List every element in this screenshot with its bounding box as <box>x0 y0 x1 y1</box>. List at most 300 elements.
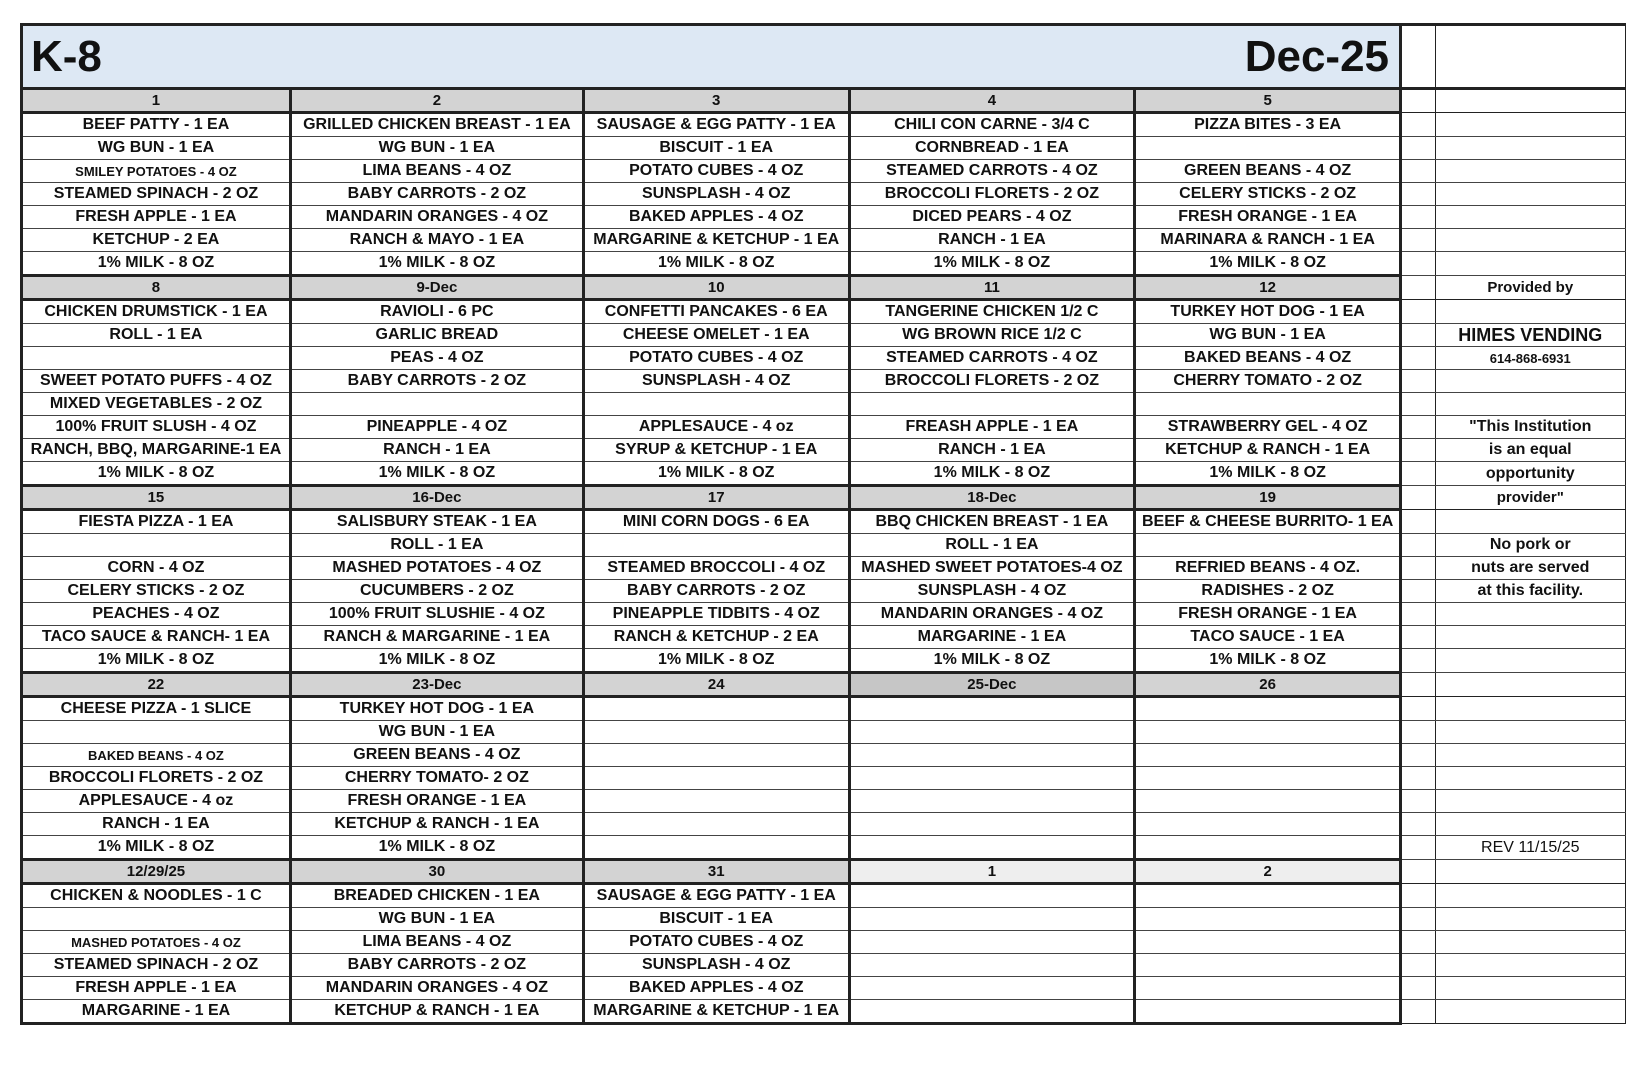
menu-item-cell: ROLL - 1 EA <box>290 534 583 557</box>
sidebar-cell <box>1435 160 1625 183</box>
menu-item-cell <box>1135 744 1401 767</box>
menu-item-cell: 1% MILK - 8 OZ <box>22 836 291 860</box>
sidebar-spacer-cell <box>1401 113 1436 137</box>
menu-item-cell: MASHED POTATOES - 4 OZ <box>290 557 583 580</box>
menu-item-cell <box>583 393 849 416</box>
menu-item-cell: CHEESE OMELET - 1 EA <box>583 324 849 347</box>
menu-item-cell: CHERRY TOMATO - 2 OZ <box>1135 370 1401 393</box>
sidebar-equal-line3: opportunity <box>1435 462 1625 486</box>
menu-item-cell <box>849 977 1135 1000</box>
menu-item-cell: ROLL - 1 EA <box>22 324 291 347</box>
menu-item-cell <box>849 908 1135 931</box>
sidebar-spacer-cell <box>1401 884 1436 908</box>
sidebar-cell <box>1435 603 1625 626</box>
menu-item-cell <box>583 836 849 860</box>
day-header: 5 <box>1135 89 1401 113</box>
day-header: 26 <box>1135 673 1401 697</box>
menu-item-cell: FIESTA PIZZA - 1 EA <box>22 510 291 534</box>
day-header: 3 <box>583 89 849 113</box>
menu-item-row <box>22 1000 1626 1024</box>
sidebar-spacer-cell <box>1401 954 1436 977</box>
menu-item-cell: BROCCOLI FLORETS - 2 OZ <box>849 370 1135 393</box>
menu-item-cell: GRILLED CHICKEN BREAST - 1 EA <box>290 113 583 137</box>
sidebar-cell <box>1435 252 1625 276</box>
menu-item-cell <box>583 767 849 790</box>
menu-item-cell: 1% MILK - 8 OZ <box>1135 462 1401 486</box>
day-header: 18-Dec <box>849 486 1135 510</box>
menu-item-cell: STEAMED CARROTS - 4 OZ <box>849 160 1135 183</box>
day-header: 1 <box>22 89 291 113</box>
menu-item-cell <box>22 534 291 557</box>
menu-item-cell <box>583 697 849 721</box>
menu-item-row <box>22 229 1626 252</box>
menu-item-cell: MANDARIN ORANGES - 4 OZ <box>290 206 583 229</box>
menu-item-cell: WG BUN - 1 EA <box>22 137 291 160</box>
menu-item-cell <box>849 721 1135 744</box>
menu-item-cell: SUNSPLASH - 4 OZ <box>583 954 849 977</box>
sidebar-cell <box>1435 954 1625 977</box>
menu-item-cell: PINEAPPLE TIDBITS - 4 OZ <box>583 603 849 626</box>
sidebar-spacer-cell <box>1401 206 1436 229</box>
sidebar-spacer-cell <box>1401 673 1436 697</box>
sidebar-spacer-cell <box>1401 767 1436 790</box>
menu-item-cell: DICED PEARS - 4 OZ <box>849 206 1135 229</box>
menu-item-cell <box>1135 534 1401 557</box>
menu-item-cell <box>849 836 1135 860</box>
sidebar-spacer-cell <box>1401 252 1436 276</box>
menu-item-cell: BROCCOLI FLORETS - 2 OZ <box>22 767 291 790</box>
day-header: 19 <box>1135 486 1401 510</box>
menu-item-cell: STEAMED SPINACH - 2 OZ <box>22 954 291 977</box>
sidebar-cell <box>1435 977 1625 1000</box>
day-header: 17 <box>583 486 849 510</box>
menu-item-cell <box>1135 836 1401 860</box>
menu-item-row <box>22 347 1626 370</box>
day-header: 8 <box>22 276 291 300</box>
menu-item-cell: SALISBURY STEAK - 1 EA <box>290 510 583 534</box>
menu-item-cell: BISCUIT - 1 EA <box>583 908 849 931</box>
menu-item-cell <box>583 790 849 813</box>
menu-item-row <box>22 183 1626 206</box>
day-header: 30 <box>290 860 583 884</box>
menu-item-cell: MARGARINE - 1 EA <box>22 1000 291 1024</box>
menu-item-row <box>22 393 1626 416</box>
menu-item-cell: WG BROWN RICE 1/2 C <box>849 324 1135 347</box>
sidebar-spacer-cell <box>1401 626 1436 649</box>
menu-item-cell: SUNSPLASH - 4 OZ <box>849 580 1135 603</box>
menu-item-cell: SAUSAGE & EGG PATTY - 1 EA <box>583 884 849 908</box>
menu-item-row <box>22 908 1626 931</box>
menu-item-cell: POTATO CUBES - 4 OZ <box>583 347 849 370</box>
menu-item-cell: FRESH APPLE - 1 EA <box>22 206 291 229</box>
day-header: 16-Dec <box>290 486 583 510</box>
menu-item-cell: CELERY STICKS - 2 OZ <box>22 580 291 603</box>
menu-item-cell: 100% FRUIT SLUSHIE - 4 OZ <box>290 603 583 626</box>
menu-item-cell: WG BUN - 1 EA <box>290 721 583 744</box>
menu-item-cell: MASHED POTATOES - 4 OZ <box>22 931 291 954</box>
menu-item-row <box>22 324 1626 347</box>
sidebar-spacer-cell <box>1401 229 1436 252</box>
menu-item-cell <box>22 347 291 370</box>
sidebar-spacer-cell <box>1401 347 1436 370</box>
menu-item-cell: SYRUP & KETCHUP - 1 EA <box>583 439 849 462</box>
menu-item-cell <box>1135 721 1401 744</box>
day-header: 24 <box>583 673 849 697</box>
menu-item-cell: FRESH ORANGE - 1 EA <box>1135 206 1401 229</box>
menu-item-cell <box>1135 977 1401 1000</box>
sidebar-pork-line2: nuts are served <box>1435 557 1625 580</box>
day-header: 4 <box>849 89 1135 113</box>
sidebar-spacer-cell <box>1401 557 1436 580</box>
menu-item-cell <box>849 813 1135 836</box>
menu-item-cell: MARGARINE - 1 EA <box>849 626 1135 649</box>
menu-item-cell: TURKEY HOT DOG - 1 EA <box>290 697 583 721</box>
menu-item-cell: 1% MILK - 8 OZ <box>849 252 1135 276</box>
sidebar-spacer-cell <box>1401 276 1436 300</box>
menu-item-cell: LIMA BEANS - 4 OZ <box>290 931 583 954</box>
menu-item-cell: BEEF PATTY - 1 EA <box>22 113 291 137</box>
menu-item-cell: SAUSAGE & EGG PATTY - 1 EA <box>583 113 849 137</box>
sidebar-spacer-cell <box>1401 860 1436 884</box>
sidebar-equal-line1: "This Institution <box>1435 416 1625 439</box>
menu-item-cell <box>849 393 1135 416</box>
sidebar-cell <box>1435 767 1625 790</box>
week-header-row <box>22 673 1626 697</box>
menu-item-cell: FREASH APPLE - 1 EA <box>849 416 1135 439</box>
day-header: 25-Dec <box>849 673 1135 697</box>
menu-item-cell <box>1135 908 1401 931</box>
sidebar-spacer-cell <box>1401 300 1436 324</box>
menu-item-cell: 1% MILK - 8 OZ <box>583 649 849 673</box>
day-header: 12 <box>1135 276 1401 300</box>
menu-item-cell <box>849 790 1135 813</box>
menu-item-row <box>22 439 1626 462</box>
menu-item-cell: APPLESAUCE - 4 oz <box>22 790 291 813</box>
day-header: 23-Dec <box>290 673 583 697</box>
menu-item-cell: CHICKEN DRUMSTICK - 1 EA <box>22 300 291 324</box>
menu-item-cell: REFRIED BEANS - 4 OZ. <box>1135 557 1401 580</box>
sidebar-cell <box>1435 1000 1625 1024</box>
sidebar-spacer-cell <box>1401 25 1436 89</box>
sidebar-spacer-cell <box>1401 931 1436 954</box>
sidebar-cell <box>1435 673 1625 697</box>
sidebar-spacer-cell <box>1401 603 1436 626</box>
sidebar-cell <box>1435 884 1625 908</box>
menu-item-cell: SMILEY POTATOES - 4 OZ <box>22 160 291 183</box>
menu-item-row <box>22 954 1626 977</box>
menu-item-cell: MARINARA & RANCH - 1 EA <box>1135 229 1401 252</box>
menu-item-cell: 1% MILK - 8 OZ <box>290 252 583 276</box>
sidebar-cell <box>1435 744 1625 767</box>
menu-item-cell: RANCH, BBQ, MARGARINE-1 EA <box>22 439 291 462</box>
menu-item-row <box>22 416 1626 439</box>
menu-item-row <box>22 300 1626 324</box>
grade-level-title: K-8 <box>31 31 102 81</box>
menu-item-cell: TACO SAUCE & RANCH- 1 EA <box>22 626 291 649</box>
menu-item-cell <box>1135 884 1401 908</box>
title-row <box>22 25 1626 89</box>
menu-item-cell <box>1135 790 1401 813</box>
menu-item-cell: BABY CARROTS - 2 OZ <box>290 183 583 206</box>
menu-item-cell: CHICKEN & NOODLES - 1 C <box>22 884 291 908</box>
day-header: 31 <box>583 860 849 884</box>
menu-item-cell: CORNBREAD - 1 EA <box>849 137 1135 160</box>
sidebar-spacer-cell <box>1401 908 1436 931</box>
sidebar-spacer-cell <box>1401 416 1436 439</box>
menu-item-cell <box>583 813 849 836</box>
sidebar-phone: 614-868-6931 <box>1435 347 1625 370</box>
day-header: 12/29/25 <box>22 860 291 884</box>
sidebar-equal-line2: is an equal <box>1435 439 1625 462</box>
sidebar-spacer-cell <box>1401 534 1436 557</box>
menu-item-cell: KETCHUP & RANCH - 1 EA <box>1135 439 1401 462</box>
sidebar-cell <box>1435 721 1625 744</box>
menu-item-cell: CHEESE PIZZA - 1 SLICE <box>22 697 291 721</box>
menu-item-cell <box>849 697 1135 721</box>
menu-item-cell: STEAMED BROCCOLI - 4 OZ <box>583 557 849 580</box>
menu-item-row <box>22 721 1626 744</box>
menu-item-cell: MASHED SWEET POTATOES-4 OZ <box>849 557 1135 580</box>
menu-item-cell: RADISHES - 2 OZ <box>1135 580 1401 603</box>
sidebar-spacer-cell <box>1401 744 1436 767</box>
menu-item-cell: PIZZA BITES - 3 EA <box>1135 113 1401 137</box>
menu-item-cell: PINEAPPLE - 4 OZ <box>290 416 583 439</box>
menu-item-row <box>22 462 1626 486</box>
menu-item-cell: 1% MILK - 8 OZ <box>22 462 291 486</box>
menu-item-cell: BABY CARROTS - 2 OZ <box>583 580 849 603</box>
menu-item-cell: TACO SAUCE - 1 EA <box>1135 626 1401 649</box>
menu-item-row <box>22 603 1626 626</box>
sidebar-cell <box>1435 393 1625 416</box>
menu-item-cell <box>1135 813 1401 836</box>
menu-item-cell: BABY CARROTS - 2 OZ <box>290 954 583 977</box>
menu-item-cell: 1% MILK - 8 OZ <box>22 649 291 673</box>
menu-item-cell: MIXED VEGETABLES - 2 OZ <box>22 393 291 416</box>
menu-item-cell: MANDARIN ORANGES - 4 OZ <box>849 603 1135 626</box>
menu-item-cell: SUNSPLASH - 4 OZ <box>583 370 849 393</box>
menu-item-cell: 1% MILK - 8 OZ <box>1135 252 1401 276</box>
sidebar-provided-by: Provided by <box>1435 276 1625 300</box>
menu-item-cell: STEAMED SPINACH - 2 OZ <box>22 183 291 206</box>
menu-item-cell: 1% MILK - 8 OZ <box>290 836 583 860</box>
menu-item-cell: 1% MILK - 8 OZ <box>22 252 291 276</box>
menu-item-cell <box>290 393 583 416</box>
sidebar-cell <box>1435 229 1625 252</box>
menu-item-row <box>22 113 1626 137</box>
menu-item-row <box>22 790 1626 813</box>
sidebar-spacer-cell <box>1401 370 1436 393</box>
menu-item-cell: BROCCOLI FLORETS - 2 OZ <box>849 183 1135 206</box>
sidebar-spacer-cell <box>1401 580 1436 603</box>
menu-item-row <box>22 836 1626 860</box>
week-header-row <box>22 860 1626 884</box>
menu-item-cell: RANCH & MAYO - 1 EA <box>290 229 583 252</box>
sidebar-spacer-cell <box>1401 393 1436 416</box>
menu-item-cell: MANDARIN ORANGES - 4 OZ <box>290 977 583 1000</box>
menu-item-cell <box>849 931 1135 954</box>
menu-item-cell: CONFETTI PANCAKES - 6 EA <box>583 300 849 324</box>
menu-item-cell <box>1135 767 1401 790</box>
menu-item-row <box>22 697 1626 721</box>
menu-item-cell: STRAWBERRY GEL - 4 OZ <box>1135 416 1401 439</box>
day-header: 2 <box>290 89 583 113</box>
menu-item-cell <box>849 884 1135 908</box>
menu-item-row <box>22 510 1626 534</box>
menu-item-cell: RANCH - 1 EA <box>22 813 291 836</box>
menu-item-cell: RANCH - 1 EA <box>290 439 583 462</box>
menu-item-cell: ROLL - 1 EA <box>849 534 1135 557</box>
sidebar-revision: REV 11/15/25 <box>1435 836 1625 860</box>
menu-item-cell <box>1135 393 1401 416</box>
menu-item-cell <box>849 954 1135 977</box>
menu-item-cell: MARGARINE & KETCHUP - 1 EA <box>583 1000 849 1024</box>
menu-item-cell: BAKED BEANS - 4 OZ <box>22 744 291 767</box>
menu-item-cell: MINI CORN DOGS - 6 EA <box>583 510 849 534</box>
sidebar-cell <box>1435 697 1625 721</box>
day-header: 2 <box>1135 860 1401 884</box>
sidebar-spacer-cell <box>1401 462 1436 486</box>
sidebar-spacer-cell <box>1401 89 1436 113</box>
lunch-menu-table <box>20 23 1626 1025</box>
menu-item-cell: GREEN BEANS - 4 OZ <box>1135 160 1401 183</box>
menu-item-cell: 100% FRUIT SLUSH - 4 OZ <box>22 416 291 439</box>
menu-item-cell: GARLIC BREAD <box>290 324 583 347</box>
sidebar-spacer-cell <box>1401 977 1436 1000</box>
menu-item-row <box>22 626 1626 649</box>
menu-item-cell: RAVIOLI - 6 PC <box>290 300 583 324</box>
menu-item-row <box>22 931 1626 954</box>
menu-item-row <box>22 206 1626 229</box>
menu-item-cell: CUCUMBERS - 2 OZ <box>290 580 583 603</box>
menu-item-cell <box>849 1000 1135 1024</box>
menu-item-cell: KETCHUP & RANCH - 1 EA <box>290 1000 583 1024</box>
sidebar-cell <box>1435 25 1625 89</box>
sidebar-spacer-cell <box>1401 813 1436 836</box>
sidebar-cell <box>1435 931 1625 954</box>
menu-item-cell: STEAMED CARROTS - 4 OZ <box>849 347 1135 370</box>
menu-item-row <box>22 767 1626 790</box>
menu-item-row <box>22 744 1626 767</box>
sidebar-spacer-cell <box>1401 790 1436 813</box>
sidebar-spacer-cell <box>1401 324 1436 347</box>
week-header-row <box>22 486 1626 510</box>
menu-item-cell: CHILI CON CARNE - 3/4 C <box>849 113 1135 137</box>
day-header: 11 <box>849 276 1135 300</box>
menu-item-cell <box>1135 954 1401 977</box>
menu-item-cell <box>583 721 849 744</box>
menu-item-cell <box>583 534 849 557</box>
menu-month-title: Dec-25 <box>1244 31 1390 81</box>
menu-item-cell: RANCH - 1 EA <box>849 439 1135 462</box>
menu-item-row <box>22 137 1626 160</box>
menu-item-cell: 1% MILK - 8 OZ <box>849 649 1135 673</box>
sidebar-spacer-cell <box>1401 649 1436 673</box>
day-header: 15 <box>22 486 291 510</box>
sidebar-cell <box>1435 908 1625 931</box>
menu-item-cell: GREEN BEANS - 4 OZ <box>290 744 583 767</box>
menu-item-cell <box>1135 137 1401 160</box>
menu-item-cell: WG BUN - 1 EA <box>290 137 583 160</box>
menu-item-cell: FRESH ORANGE - 1 EA <box>290 790 583 813</box>
sidebar-spacer-cell <box>1401 836 1436 860</box>
menu-item-cell: SUNSPLASH - 4 OZ <box>583 183 849 206</box>
sidebar-cell <box>1435 370 1625 393</box>
sidebar-spacer-cell <box>1401 697 1436 721</box>
menu-item-cell: WG BUN - 1 EA <box>1135 324 1401 347</box>
menu-item-cell: TANGERINE CHICKEN 1/2 C <box>849 300 1135 324</box>
menu-item-cell: BEEF & CHEESE BURRITO- 1 EA <box>1135 510 1401 534</box>
menu-item-cell <box>849 744 1135 767</box>
menu-item-cell: 1% MILK - 8 OZ <box>1135 649 1401 673</box>
menu-item-cell: BISCUIT - 1 EA <box>583 137 849 160</box>
week-header-row <box>22 89 1626 113</box>
sidebar-equal-line4: provider" <box>1435 486 1625 510</box>
day-header: 10 <box>583 276 849 300</box>
menu-item-cell: CORN - 4 OZ <box>22 557 291 580</box>
menu-item-cell: POTATO CUBES - 4 OZ <box>583 160 849 183</box>
menu-item-cell: CHERRY TOMATO- 2 OZ <box>290 767 583 790</box>
menu-item-cell <box>22 721 291 744</box>
menu-item-cell <box>849 767 1135 790</box>
menu-item-cell: PEAS - 4 OZ <box>290 347 583 370</box>
menu-item-row <box>22 580 1626 603</box>
menu-item-cell: MARGARINE & KETCHUP - 1 EA <box>583 229 849 252</box>
menu-title-bar <box>22 25 1401 89</box>
menu-item-cell: RANCH - 1 EA <box>849 229 1135 252</box>
sidebar-spacer-cell <box>1401 439 1436 462</box>
sidebar-pork-line1: No pork or <box>1435 534 1625 557</box>
sidebar-spacer-cell <box>1401 160 1436 183</box>
menu-item-cell: LIMA BEANS - 4 OZ <box>290 160 583 183</box>
menu-item-cell: BAKED APPLES - 4 OZ <box>583 206 849 229</box>
sidebar-cell <box>1435 626 1625 649</box>
menu-item-row <box>22 534 1626 557</box>
menu-item-cell: 1% MILK - 8 OZ <box>583 252 849 276</box>
sidebar-spacer-cell <box>1401 486 1436 510</box>
menu-item-cell: CELERY STICKS - 2 OZ <box>1135 183 1401 206</box>
sidebar-cell <box>1435 183 1625 206</box>
sidebar-cell <box>1435 790 1625 813</box>
menu-item-cell: APPLESAUCE - 4 oz <box>583 416 849 439</box>
menu-item-cell: SWEET POTATO PUFFS - 4 OZ <box>22 370 291 393</box>
menu-item-row <box>22 813 1626 836</box>
day-header: 1 <box>849 860 1135 884</box>
menu-item-cell: 1% MILK - 8 OZ <box>290 462 583 486</box>
menu-item-row <box>22 160 1626 183</box>
menu-item-cell: WG BUN - 1 EA <box>290 908 583 931</box>
sidebar-spacer-cell <box>1401 1000 1436 1024</box>
menu-item-cell: BAKED APPLES - 4 OZ <box>583 977 849 1000</box>
sidebar-cell <box>1435 89 1625 113</box>
menu-item-row <box>22 370 1626 393</box>
menu-item-row <box>22 252 1626 276</box>
menu-item-cell: FRESH ORANGE - 1 EA <box>1135 603 1401 626</box>
sidebar-spacer-cell <box>1401 510 1436 534</box>
menu-item-cell: 1% MILK - 8 OZ <box>290 649 583 673</box>
menu-item-cell: 1% MILK - 8 OZ <box>849 462 1135 486</box>
menu-item-row <box>22 649 1626 673</box>
menu-item-cell: 1% MILK - 8 OZ <box>583 462 849 486</box>
sidebar-cell <box>1435 860 1625 884</box>
menu-item-cell: RANCH & MARGARINE - 1 EA <box>290 626 583 649</box>
menu-item-cell <box>1135 1000 1401 1024</box>
menu-item-row <box>22 977 1626 1000</box>
menu-item-cell: KETCHUP - 2 EA <box>22 229 291 252</box>
sidebar-cell <box>1435 813 1625 836</box>
sidebar-cell <box>1435 300 1625 324</box>
menu-item-cell <box>1135 697 1401 721</box>
menu-item-cell <box>1135 931 1401 954</box>
